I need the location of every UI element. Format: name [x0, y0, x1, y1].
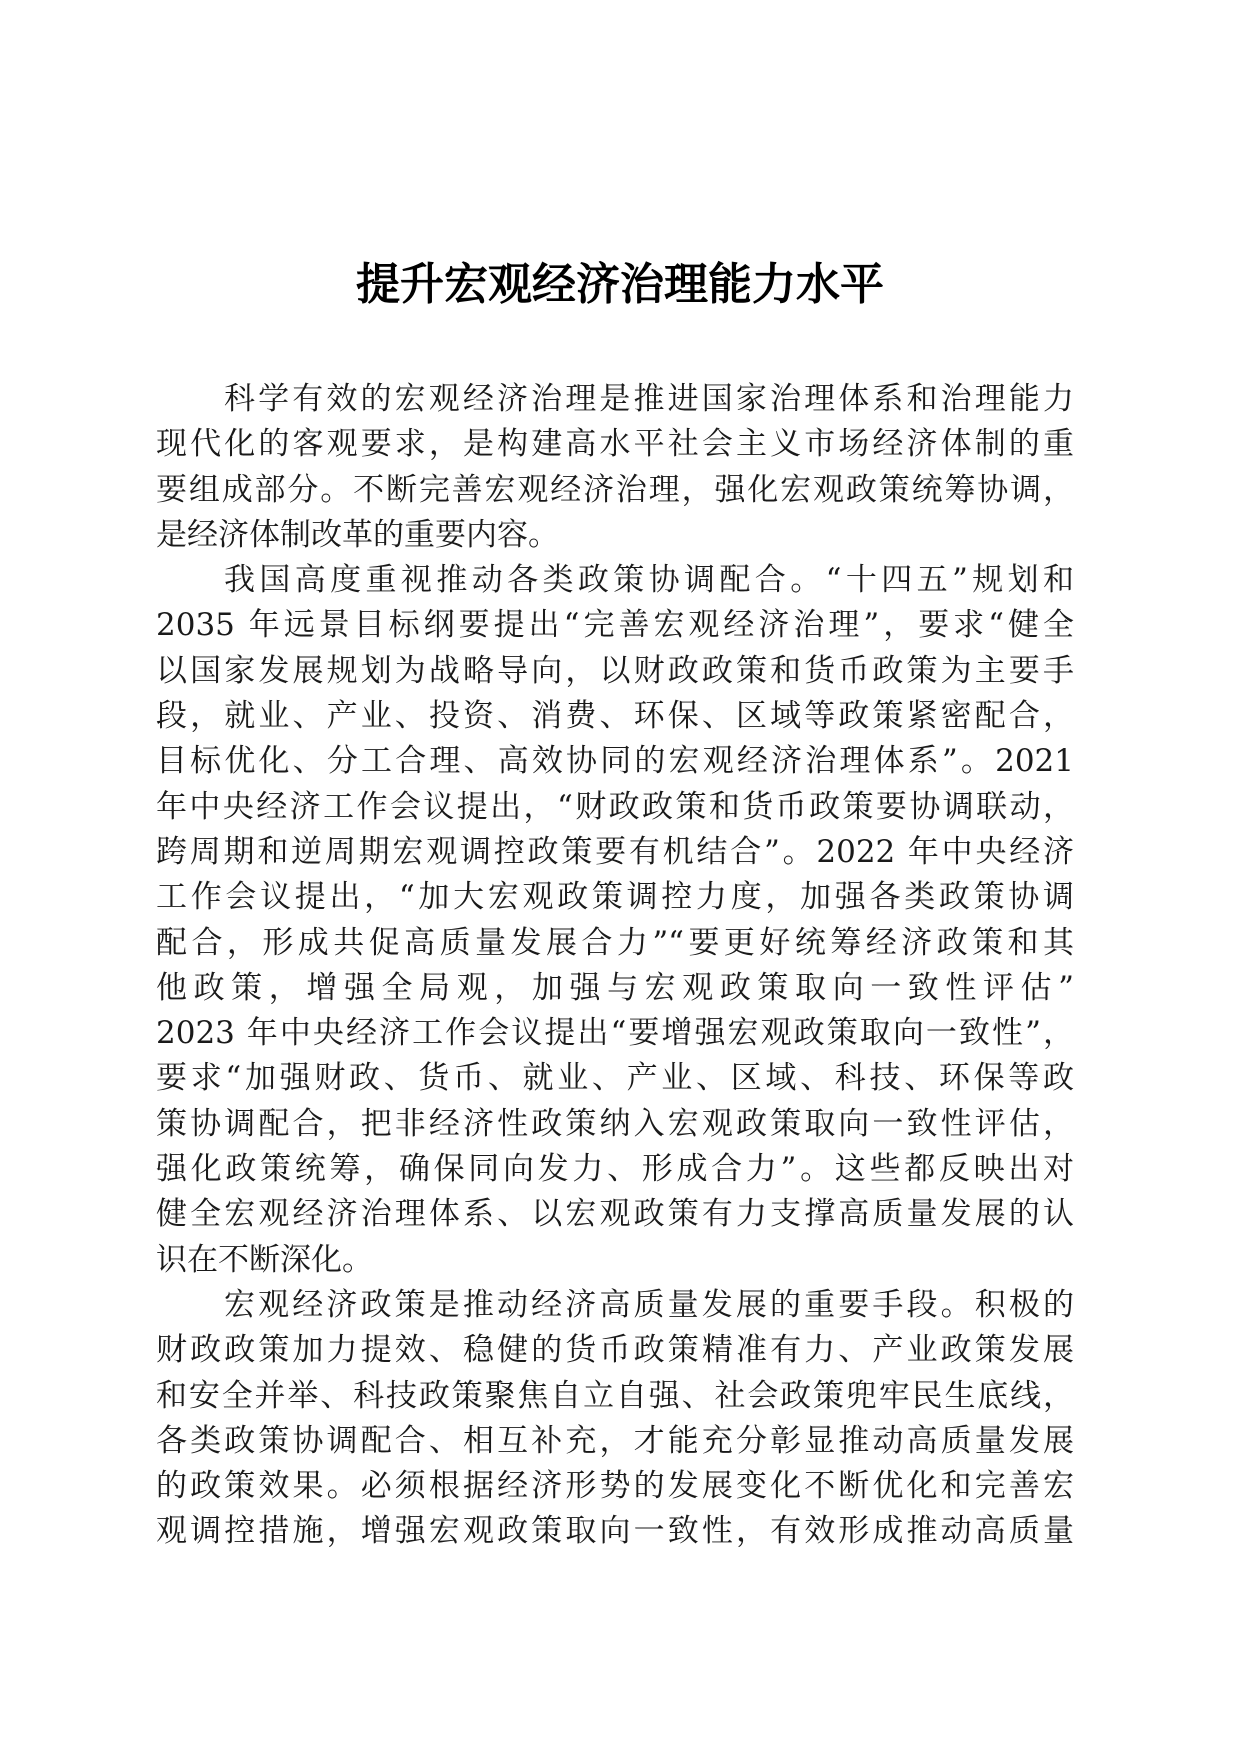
- text-line: 以国家发展规划为战略导向，以财政政策和货币政策为主要手: [156, 652, 1074, 689]
- paragraph-2: [156, 558, 1074, 1283]
- document-body: [156, 377, 1074, 1555]
- text-line: 要求“加强财政、货币、就业、产业、区域、科技、环保等政: [156, 1060, 1074, 1097]
- text-line: 科学有效的宏观经济治理是推进国家治理体系和治理能力: [224, 381, 1074, 417]
- text-line: 观调控措施，增强宏观政策取向一致性，有效形成推动高质量: [156, 1513, 1074, 1550]
- text-line: 识在不断深化。: [156, 1241, 373, 1278]
- paragraph-1: [156, 377, 1074, 558]
- text-line: 目标优化、分工合理、高效协同的宏观经济治理体系”。2021: [156, 743, 1074, 780]
- text-line: 2035 年远景目标纲要提出“完善宏观经济治理”，要求“健全: [156, 607, 1074, 644]
- text-line: 工作会议提出，“加大宏观政策调控力度，加强各类政策协调: [156, 879, 1074, 916]
- text-line: 跨周期和逆周期宏观调控政策要有机结合”。2022 年中央经济: [156, 833, 1074, 870]
- text-line: 各类政策协调配合、相互补充，才能充分彰显推动高质量发展: [156, 1422, 1074, 1459]
- text-line: 宏观经济政策是推动经济高质量发展的重要手段。积极的: [224, 1286, 1074, 1323]
- document-title: 提升宏观经济治理能力水平: [356, 259, 884, 310]
- text-line: 强化政策统筹，确保同向发力、形成合力”。这些都反映出对: [156, 1151, 1074, 1188]
- text-line: 的政策效果。必须根据经济形势的发展变化不断优化和完善宏: [156, 1468, 1074, 1505]
- text-line: 健全宏观经济治理体系、以宏观政策有力支撑高质量发展的认: [156, 1196, 1074, 1233]
- text-line: 要组成部分。不断完善宏观经济治理，强化宏观政策统筹协调，: [156, 471, 1074, 508]
- paragraph-3: [156, 1283, 1074, 1555]
- text-line: 我国高度重视推动各类政策协调配合。“十四五”规划和: [224, 562, 1074, 599]
- text-line: 段，就业、产业、投资、消费、环保、区域等政策紧密配合，: [156, 698, 1074, 735]
- text-line: 2023 年中央经济工作会议提出“要增强宏观政策取向一致性”，: [156, 1015, 1074, 1052]
- text-line: 和安全并举、科技政策聚焦自立自强、社会政策兜牢民生底线，: [156, 1377, 1074, 1414]
- text-line: 年中央经济工作会议提出，“财政政策和货币政策要协调联动，: [156, 788, 1074, 825]
- text-line: 策协调配合，把非经济性政策纳入宏观政策取向一致性评估，: [156, 1105, 1074, 1142]
- text-line: 是经济体制改革的重要内容。: [156, 516, 559, 553]
- text-line: 他政策，增强全局观，加强与宏观政策取向一致性评估”: [156, 969, 1074, 1006]
- text-line: 现代化的客观要求，是构建高水平社会主义市场经济体制的重: [156, 426, 1074, 463]
- text-line: 配合，形成共促高质量发展合力”“要更好统筹经济政策和其: [156, 924, 1074, 961]
- text-line: 财政政策加力提效、稳健的货币政策精准有力、产业政策发展: [156, 1332, 1074, 1369]
